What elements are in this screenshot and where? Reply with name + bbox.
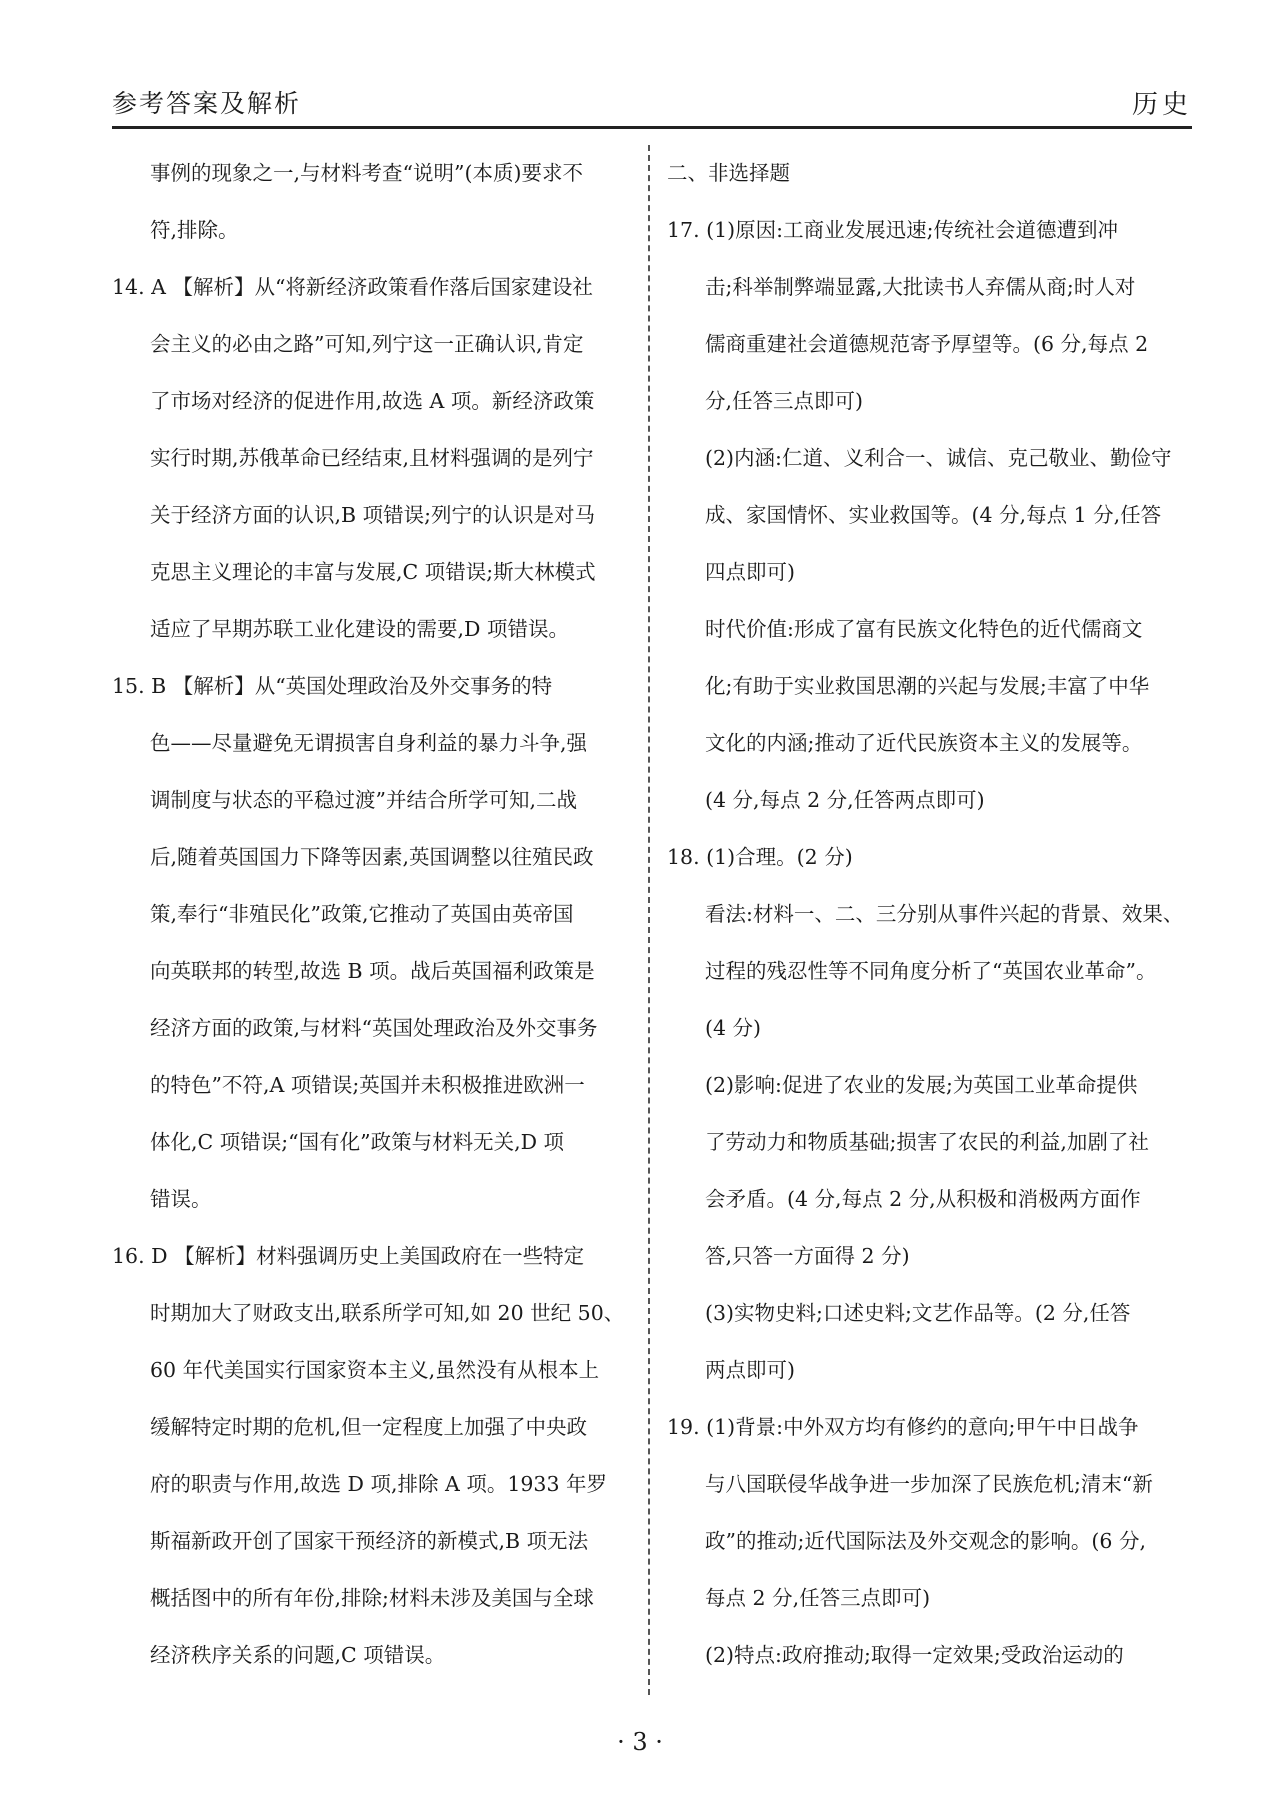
text-line: 两点即可) — [705, 1358, 795, 1382]
column-divider — [648, 145, 650, 1695]
text-line: (2)内涵:仁道、义利合一、诚信、克己敬业、勤俭守 — [705, 446, 1172, 470]
text-line: 15. B 【解析】从“英国处理政治及外交事务的特 — [112, 674, 553, 698]
text-line: 经济方面的政策,与材料“英国处理政治及外交事务 — [150, 1016, 598, 1040]
text-line: 经济秩序关系的问题,C 项错误。 — [150, 1643, 446, 1667]
text-line: 化;有助于实业救国思潮的兴起与发展;丰富了中华 — [705, 674, 1150, 698]
text-line: 府的职责与作用,故选 D 项,排除 A 项。1933 年罗 — [150, 1472, 608, 1496]
text-line: 调制度与状态的平稳过渡”并结合所学可知,二战 — [150, 788, 577, 812]
text-line: 适应了早期苏联工业化建设的需要,D 项错误。 — [150, 617, 569, 641]
text-line: 过程的残忍性等不同角度分析了“英国农业革命”。 — [705, 959, 1157, 983]
text-line: 事例的现象之一,与材料考查“说明”(本质)要求不 — [150, 161, 583, 185]
section-heading: 二、非选择题 — [667, 161, 790, 185]
text-line: 儒商重建社会道德规范寄予厚望等。(6 分,每点 2 — [705, 332, 1149, 356]
text-line: (4 分,每点 2 分,任答两点即可) — [705, 788, 985, 812]
text-line: 向英联邦的转型,故选 B 项。战后英国福利政策是 — [150, 959, 595, 983]
text-line: 符,排除。 — [150, 218, 239, 242]
header-subject-title: 历史 — [1131, 90, 1192, 120]
text-line: 答,只答一方面得 2 分) — [705, 1244, 910, 1268]
text-line: 四点即可) — [705, 560, 795, 584]
text-line: 会主义的必由之路”可知,列宁这一正确认识,肯定 — [150, 332, 584, 356]
text-line: 时期加大了财政支出,联系所学可知,如 20 世纪 50、 — [150, 1301, 625, 1325]
text-line: 策,奉行“非殖民化”政策,它推动了英国由英帝国 — [150, 902, 574, 926]
text-line: 了劳动力和物质基础;损害了农民的利益,加剧了社 — [705, 1130, 1149, 1154]
text-line: 看法:材料一、二、三分别从事件兴起的背景、效果、 — [705, 902, 1184, 926]
text-line: 击;科举制弊端显露,大批读书人弃儒从商;时人对 — [705, 275, 1136, 299]
text-line: 每点 2 分,任答三点即可) — [705, 1586, 931, 1610]
text-line: 的特色”不符,A 项错误;英国并未积极推进欧洲一 — [150, 1073, 585, 1097]
text-line: 与八国联侵华战争进一步加深了民族危机;清末“新 — [705, 1472, 1153, 1496]
left-column — [112, 145, 632, 1684]
text-line: 17. (1)原因:工商业发展迅速;传统社会道德遭到冲 — [667, 218, 1118, 242]
text-line: (2)特点:政府推动;取得一定效果;受政治运动的 — [705, 1643, 1124, 1667]
text-line: 体化,C 项错误;“国有化”政策与材料无关,D 项 — [150, 1130, 565, 1154]
text-line: 16. D 【解析】材料强调历史上美国政府在一些特定 — [112, 1244, 585, 1268]
text-line: 分,任答三点即可) — [705, 389, 864, 413]
text-line: (3)实物史料;口述史料;文艺作品等。(2 分,任答 — [705, 1301, 1131, 1325]
right-column — [667, 145, 1192, 1684]
text-line: 关于经济方面的认识,B 项错误;列宁的认识是对马 — [150, 503, 596, 527]
text-line: (4 分) — [705, 1016, 762, 1040]
text-line: 实行时期,苏俄革命已经结束,且材料强调的是列宁 — [150, 446, 594, 470]
text-line: 了市场对经济的促进作用,故选 A 项。新经济政策 — [150, 389, 595, 413]
text-line: (2)影响:促进了农业的发展;为英国工业革命提供 — [705, 1073, 1138, 1097]
page-header — [112, 80, 1192, 129]
page-number: · 3 · — [617, 1728, 663, 1756]
text-line: 克思主义理论的丰富与发展,C 项错误;斯大林模式 — [150, 560, 596, 584]
text-line: 错误。 — [150, 1187, 212, 1211]
text-line: 缓解特定时期的危机,但一定程度上加强了中央政 — [150, 1415, 588, 1439]
text-line: 19. (1)背景:中外双方均有修约的意向;甲午中日战争 — [667, 1415, 1139, 1439]
text-line: 会矛盾。(4 分,每点 2 分,从积极和消极两方面作 — [705, 1187, 1141, 1211]
text-line: 后,随着英国国力下降等因素,英国调整以往殖民政 — [150, 845, 594, 869]
text-line: 政”的推动;近代国际法及外交观念的影响。(6 分, — [705, 1529, 1146, 1553]
text-line: 斯福新政开创了国家干预经济的新模式,B 项无法 — [150, 1529, 589, 1553]
text-line: 色——尽量避免无谓损害自身利益的暴力斗争,强 — [150, 731, 588, 755]
text-line: 文化的内涵;推动了近代民族资本主义的发展等。 — [705, 731, 1143, 755]
text-line: 成、家国情怀、实业救国等。(4 分,每点 1 分,任答 — [705, 503, 1162, 527]
text-line: 时代价值:形成了富有民族文化特色的近代儒商文 — [705, 617, 1143, 641]
text-line: 14. A 【解析】从“将新经济政策看作落后国家建设社 — [112, 275, 593, 299]
text-line: 概括图中的所有年份,排除;材料未涉及美国与全球 — [150, 1586, 594, 1610]
text-line: 18. (1)合理。(2 分) — [667, 845, 853, 869]
header-left-title: 参考答案及解析 — [112, 89, 302, 118]
text-line: 60 年代美国实行国家资本主义,虽然没有从根本上 — [150, 1358, 600, 1382]
